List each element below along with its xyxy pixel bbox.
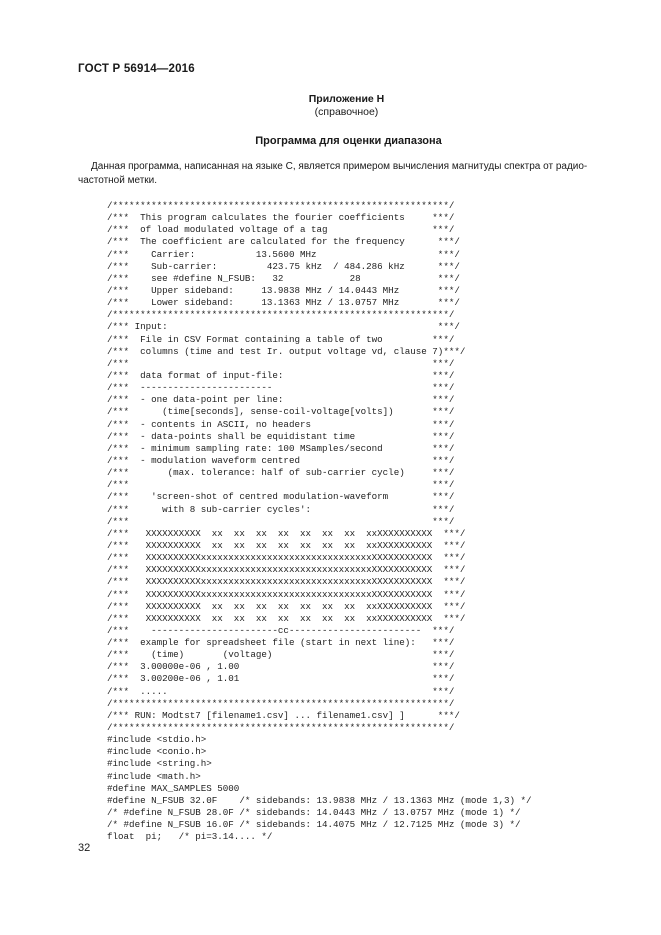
code-line: /*** XXXXXXXXXX xx xx xx xx xx xx xx xxXXXXXXXXXX ***/ <box>107 539 466 551</box>
code-line: /*** (time[seconds], sense-coil-voltage[volts]) ***/ <box>107 406 455 418</box>
code-line: /*** Carrier: 13.5600 MHz ***/ <box>107 248 460 260</box>
intro-paragraph <box>78 160 623 188</box>
code-line: /*** ***/ <box>107 357 455 369</box>
code-line: /*** columns (time and test Ir. output voltage vd, clause 7)***/ <box>107 345 466 357</box>
code-line: /*** RUN: Modtst7 [filename1.csv] ... filename1.csv] ] ***/ <box>107 709 460 721</box>
code-line: /*** - one data-point per line: ***/ <box>107 394 455 406</box>
appendix-title: Приложение Н <box>308 93 385 105</box>
code-line: #include <stdio.h> <box>107 734 207 746</box>
code-line: /*** - minimum sampling rate: 100 MSamples/second ***/ <box>107 442 455 454</box>
code-line: /*************************************************************/ <box>107 309 455 321</box>
code-line: /*** data format of input-file: ***/ <box>107 369 455 381</box>
section-title-wrap <box>0 135 661 147</box>
code-line: /*** This program calculates the fourier coefficients ***/ <box>107 212 455 224</box>
code-line: /*** of load modulated voltage of a tag ***/ <box>107 224 455 236</box>
appendix-heading <box>0 93 661 119</box>
code-line: /*** - contents in ASCII, no headers ***/ <box>107 418 455 430</box>
intro-line-2: частотной метки. <box>78 175 158 186</box>
code-line: #include <string.h> <box>107 758 212 770</box>
code-line: /*** XXXXXXXXXX xx xx xx xx xx xx xx xxXXXXXXXXXX ***/ <box>107 600 466 612</box>
code-line: /* #define N_FSUB 16.0F /* sidebands: 14.4075 MHz / 12.7125 MHz (mode 3) */ <box>107 819 521 831</box>
code-line: /*** ------------------------ ***/ <box>107 382 455 394</box>
code-line: /*** ..... ***/ <box>107 685 455 697</box>
code-line: /*** -----------------------cc------------------------ ***/ <box>107 624 455 636</box>
code-line: /*************************************************************/ <box>107 722 455 734</box>
code-line: /*** XXXXXXXXXXxxxxxxxxxxxxxxxxxxxxxxxxxxxxxxxXXXXXXXXXXX ***/ <box>107 564 466 576</box>
code-line: /*** XXXXXXXXXX xx xx xx xx xx xx xx xxXXXXXXXXXX ***/ <box>107 612 466 624</box>
code-line: /*** XXXXXXXXXX xx xx xx xx xx xx xx xxXXXXXXXXXX ***/ <box>107 527 466 539</box>
code-line: /*** Upper sideband: 13.9838 MHz / 14.0443 MHz ***/ <box>107 284 460 296</box>
page-number: 32 <box>78 842 91 854</box>
code-line: /*************************************************************/ <box>107 697 455 709</box>
code-line: #include <math.h> <box>107 770 201 782</box>
code-line: #define N_FSUB 32.0F /* sidebands: 13.9838 MHz / 13.1363 MHz (mode 1,3) */ <box>107 794 532 806</box>
code-line: #include <conio.h> <box>107 746 207 758</box>
code-line: /*** The coefficient are calculated for the frequency ***/ <box>107 236 460 248</box>
standard-designation: ГОСТ Р 56914—2016 <box>78 63 195 75</box>
code-line: /*** XXXXXXXXXXxxxxxxxxxxxxxxxxxxxxxxxxxxxxxxxXXXXXXXXXXX ***/ <box>107 588 466 600</box>
code-line: /*** XXXXXXXXXXxxxxxxxxxxxxxxxxxxxxxxxxxxxxxxxXXXXXXXXXXX ***/ <box>107 552 466 564</box>
code-line: /*** (max. tolerance: half of sub-carrier cycle) ***/ <box>107 467 455 479</box>
code-line: /*** see #define N_FSUB: 32 28 ***/ <box>107 272 460 284</box>
code-line: #define MAX_SAMPLES 5000 <box>107 782 240 794</box>
code-line: /*** - data-points shall be equidistant time ***/ <box>107 430 455 442</box>
code-line: /*** - modulation waveform centred ***/ <box>107 454 455 466</box>
code-line: float pi; /* pi=3.14.... */ <box>107 831 273 843</box>
code-line: /* #define N_FSUB 28.0F /* sidebands: 14.0443 MHz / 13.0757 MHz (mode 1) */ <box>107 807 521 819</box>
intro-line-1: Данная программа, написанная на языке С, является примером вычисления магнитуды спектра от радио- <box>91 161 588 172</box>
code-line: /*** XXXXXXXXXXxxxxxxxxxxxxxxxxxxxxxxxxxxxxxxxXXXXXXXXXXX ***/ <box>107 576 466 588</box>
section-title: Программа для оценки диапазона <box>255 135 442 147</box>
code-line: /*************************************************************/ <box>107 200 455 211</box>
code-line: /*** File in CSV Format containing a table of two ***/ <box>107 333 455 345</box>
code-line: /*** Sub-carrier: 423.75 kHz / 484.286 kHz ***/ <box>107 260 460 272</box>
code-line: /*** Input: ***/ <box>107 321 460 333</box>
code-line: /*** with 8 sub-carrier cycles': ***/ <box>107 503 455 515</box>
code-line: /*** 3.00200e-06 , 1.01 ***/ <box>107 673 455 685</box>
code-listing <box>107 200 627 843</box>
code-line: /*** ***/ <box>107 479 455 491</box>
code-line: /*** Lower sideband: 13.1363 MHz / 13.0757 MHz ***/ <box>107 297 460 309</box>
code-line: /*** example for spreadsheet file (start in next line): ***/ <box>107 637 455 649</box>
code-line: /*** 3.00000e-06 , 1.00 ***/ <box>107 661 455 673</box>
code-line: /*** (time) (voltage) ***/ <box>107 649 455 661</box>
appendix-subtitle: (справочное) <box>314 106 379 118</box>
code-line: /*** ***/ <box>107 515 455 527</box>
code-line: /*** 'screen-shot of centred modulation-waveform ***/ <box>107 491 455 503</box>
